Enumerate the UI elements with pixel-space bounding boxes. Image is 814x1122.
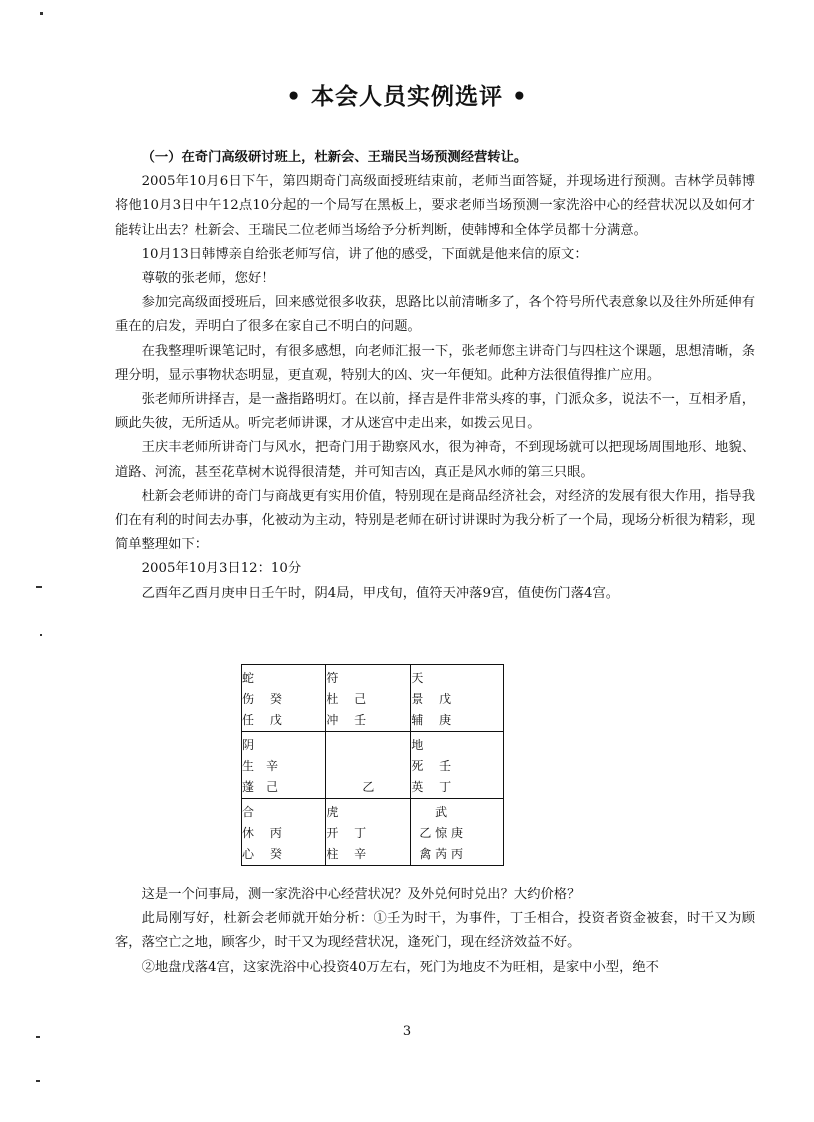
scan-speck xyxy=(36,1080,40,1082)
cell-line xyxy=(326,756,410,777)
cell-line: 任 戊 xyxy=(242,713,282,727)
grid-cell xyxy=(242,732,326,799)
scan-speck xyxy=(36,586,42,588)
cell-line: 符 xyxy=(326,671,339,685)
cell-line: 天 xyxy=(411,671,424,685)
cell-line xyxy=(326,735,410,756)
cell-line: 柱 辛 xyxy=(326,847,367,861)
cell-line: 蛇 xyxy=(242,671,255,685)
cell-line: 乙 惊 庚 xyxy=(419,826,463,840)
analysis-text xyxy=(115,883,755,980)
cell-line: 辅 庚 xyxy=(411,713,452,727)
paragraph: 2005年10月3日12：10分 xyxy=(141,561,302,577)
cell-line: 禽 芮 丙 xyxy=(419,847,463,861)
paragraph: 杜新会老师讲的奇门与商战更有实用价值，特别现在是商品经济社会，对经济的发展有很大作用，指导我们在有利的时间去办事，化被动为主动，特别是老师在研讨讲课时为我分析了一个局，现场分析很为精彩，现简单整理如下： xyxy=(115,488,755,553)
cell-line: 合 xyxy=(242,805,255,819)
paragraph: 这是一个问事局，测一家洗浴中心经营状况？及外兑何时兑出？大约价格？ xyxy=(141,887,581,902)
cell-line: 伤 癸 xyxy=(242,692,282,706)
grid-cell xyxy=(411,665,504,732)
cell-line: 虎 xyxy=(326,805,339,819)
cell-line: 杜 己 xyxy=(326,692,367,706)
page-title: • 本会人员实例选评 • xyxy=(286,84,528,110)
paragraph: 2005年10月6日下午，第四期奇门高级面授班结束前，老师当面答疑，并现场进行预测。吉林学员韩博将他10月3日中午12点10分起的一个局写在黑板上，要求老师当场预测一家洗浴中心的经营状况以及如何才能转让出去？杜新会、王瑞民二位老师当场给予分析判断，使韩博和全体学员都十分满意。 xyxy=(115,174,755,238)
page-number: 3 xyxy=(402,1024,412,1039)
grid-cell xyxy=(326,665,411,732)
grid-cell xyxy=(326,799,411,866)
cell-line: 开 丁 xyxy=(326,826,367,840)
grid-cell xyxy=(242,665,326,732)
paragraph: 10月13日韩博亲自给张老师写信，讲了他的感受，下面就是他来信的原文： xyxy=(141,246,588,262)
cell-line: 心 癸 xyxy=(242,847,282,861)
paragraph: 张老师所讲择吉，是一盏指路明灯。在以前，择吉是件非常头疼的事，门派众多，说法不一，互相矛盾，顾此失彼，无所适从。听完老师讲课，才从迷宫中走出来，如拨云见日。 xyxy=(115,392,755,432)
paragraph: 此局刚写好，杜新会老师就开始分析：①壬为时干，为事件，丁壬相合，投资者资金被套，时干又为顾客，落空亡之地，顾客少，时干又为现经营状况，逢死门，现在经济效益不好。 xyxy=(115,911,755,951)
cell-line: 武 xyxy=(419,805,448,819)
qimen-chart-grid xyxy=(241,664,504,866)
paragraph: 王庆丰老师所讲奇门与风水，把奇门用于勘察风水，很为神奇，不到现场就可以把现场周围地形、地貌、道路、河流，甚至花草树木说得很清楚，并可知吉凶，真正是风水师的第三只眼。 xyxy=(115,440,755,480)
cell-line: 地 xyxy=(411,738,424,752)
paragraph: 参加完高级面授班后，回来感觉很多收获，思路比以前清晰多了，各个符号所代表意象以及往外所延伸有重在的启发，弄明白了很多在家自己不明白的问题。 xyxy=(115,295,755,335)
cell-line: 死 壬 xyxy=(411,759,452,773)
paragraph: 乙酉年乙酉月庚申日壬午时，阴4局，甲戌旬，值符天冲落9宫，值使伤门落4宫。 xyxy=(141,585,620,601)
grid-cell xyxy=(326,732,411,799)
cell-line: 蓬 己 xyxy=(242,780,279,794)
body-text xyxy=(115,146,755,606)
scan-speck xyxy=(40,12,43,15)
cell-line: 冲 壬 xyxy=(326,713,367,727)
cell-line: 景 戊 xyxy=(411,692,452,706)
grid-cell xyxy=(242,799,326,866)
paragraph: 尊敬的张老师，您好！ xyxy=(141,271,275,287)
grid-cell xyxy=(411,732,504,799)
scan-speck xyxy=(40,634,42,636)
cell-line: 生 辛 xyxy=(242,759,279,773)
grid-row xyxy=(242,799,504,866)
cell-line: 乙 xyxy=(326,780,375,794)
cell-line: 休 丙 xyxy=(242,826,282,840)
section-heading: （一）在奇门高级研讨班上，杜新会、王瑞民当场预测经营转让。 xyxy=(141,150,528,165)
paragraph: ②地盘戊落4宫，这家洗浴中心投资40万左右，死门为地皮不为旺相，是家中小型，绝不 xyxy=(141,959,659,975)
grid-row xyxy=(242,665,504,732)
cell-line: 阴 xyxy=(242,738,255,752)
grid-row xyxy=(242,732,504,799)
cell-line: 英 丁 xyxy=(411,780,452,794)
paragraph: 在我整理听课笔记时，有很多感想，向老师汇报一下，张老师您主讲奇门与四柱这个课题，思想清晰，条理分明，显示事物状态明显，更直观，特别大的凶、灾一年便知。此种方法很值得推广应用。 xyxy=(115,343,755,383)
grid-cell xyxy=(411,799,504,866)
